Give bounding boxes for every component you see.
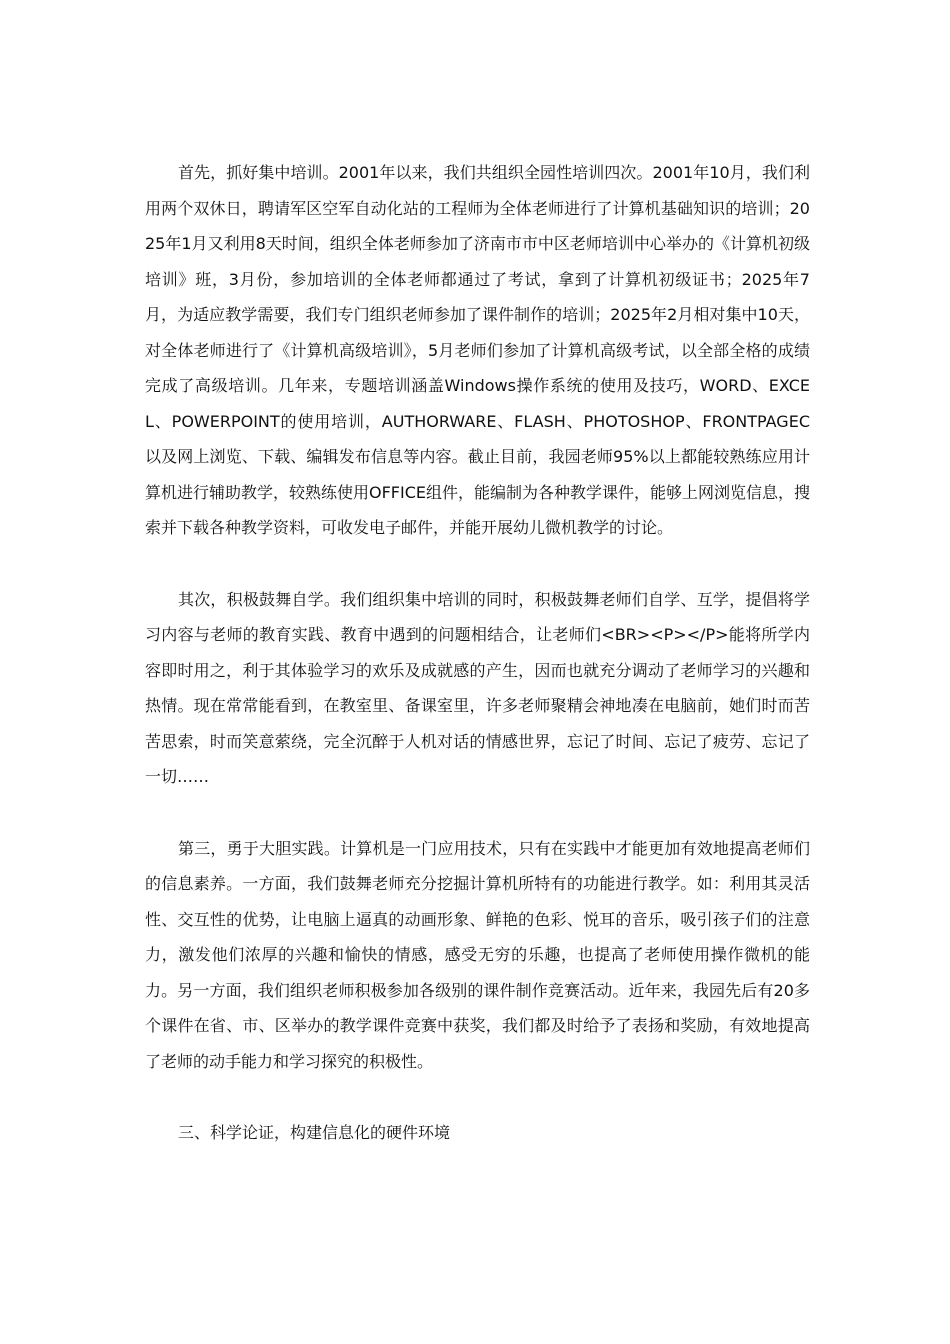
document-body [145, 155, 810, 1151]
paragraph-practice: 第三，勇于大胆实践。计算机是一门应用技术，只有在实践中才能更加有效地提高老师们的信息素养。一方面，我们鼓舞老师充分挖掘计算机所特有的功能进行教学。如：利用其灵活性、交互性的优势，让电脑上逼真的动画形象、鲜艳的色彩、悦耳的音乐，吸引孩子们的注意力，激发他们浓厚的兴趣和愉快的情感，感受无穷的乐趣，也提高了老师使用操作微机的能力。另一方面，我们组织老师积极参加各级别的课件制作竞赛活动。近年来，我园先后有20多个课件在省、市、区举办的教学课件竞赛中获奖，我们都及时给予了表扬和奖励，有效地提高了老师的动手能力和学习探究的积极性。 [145, 838, 810, 1071]
section-heading: 三、科学论证，构建信息化的硬件环境 [178, 1123, 451, 1142]
paragraph-self-study: 其次，积极鼓舞自学。我们组织集中培训的同时，积极鼓舞老师们自学、互学，提倡将学习内容与老师的教育实践、教育中遇到的问题相结合，让老师们<BR><P></P>能将所学内容即时用之，利于其体验学习的欢乐及成就感的产生，因而也就充分调动了老师学习的兴趣和热情。现在常常能看到，在教室里、备课室里，许多老师聚精会神地凑在电脑前，她们时而苦苦思索，时而笑意萦绕，完全沉醉于人机对话的情感世界，忘记了时间、忘记了疲劳、忘记了一切…… [145, 589, 810, 786]
paragraph-centralized-training: 首先，抓好集中培训。2001年以来，我们共组织全园性培训四次。2001年10月，我们利用两个双休日，聘请军区空军自动化站的工程师为全体老师进行了计算机基础知识的培训；2025年1月又利用8天时间，组织全体老师参加了济南市市中区老师培训中心举办的《计算机初级培训》班，3月份，参加培训的全体老师都通过了考试，拿到了计算机初级证书；2025年7月，为适应教学需要，我们专门组织老师参加了课件制作的培训；2025年2月相对集中10天，对全体老师进行了《计算机高级培训》，5月老师们参加了计算机高级考试，以全部全格的成绩完成了高级培训。几年来，专题培训涵盖Windows操作系统的使用及技巧，WORD、EXCEL、POWERPOINT的使用培训，AUTHORWARE、FLASH、PHOTOSHOP、FRONTPAGEC以及网上浏览、下载、编辑发布信息等内容。截止目前，我园老师95%以上都能较熟练应用计算机进行辅助教学，较熟练使用OFFICE组件，能编制为各种教学课件，能够上网浏览信息，搜索并下载各种教学资料，可收发电子邮件，并能开展幼儿微机教学的讨论。 [145, 163, 811, 537]
